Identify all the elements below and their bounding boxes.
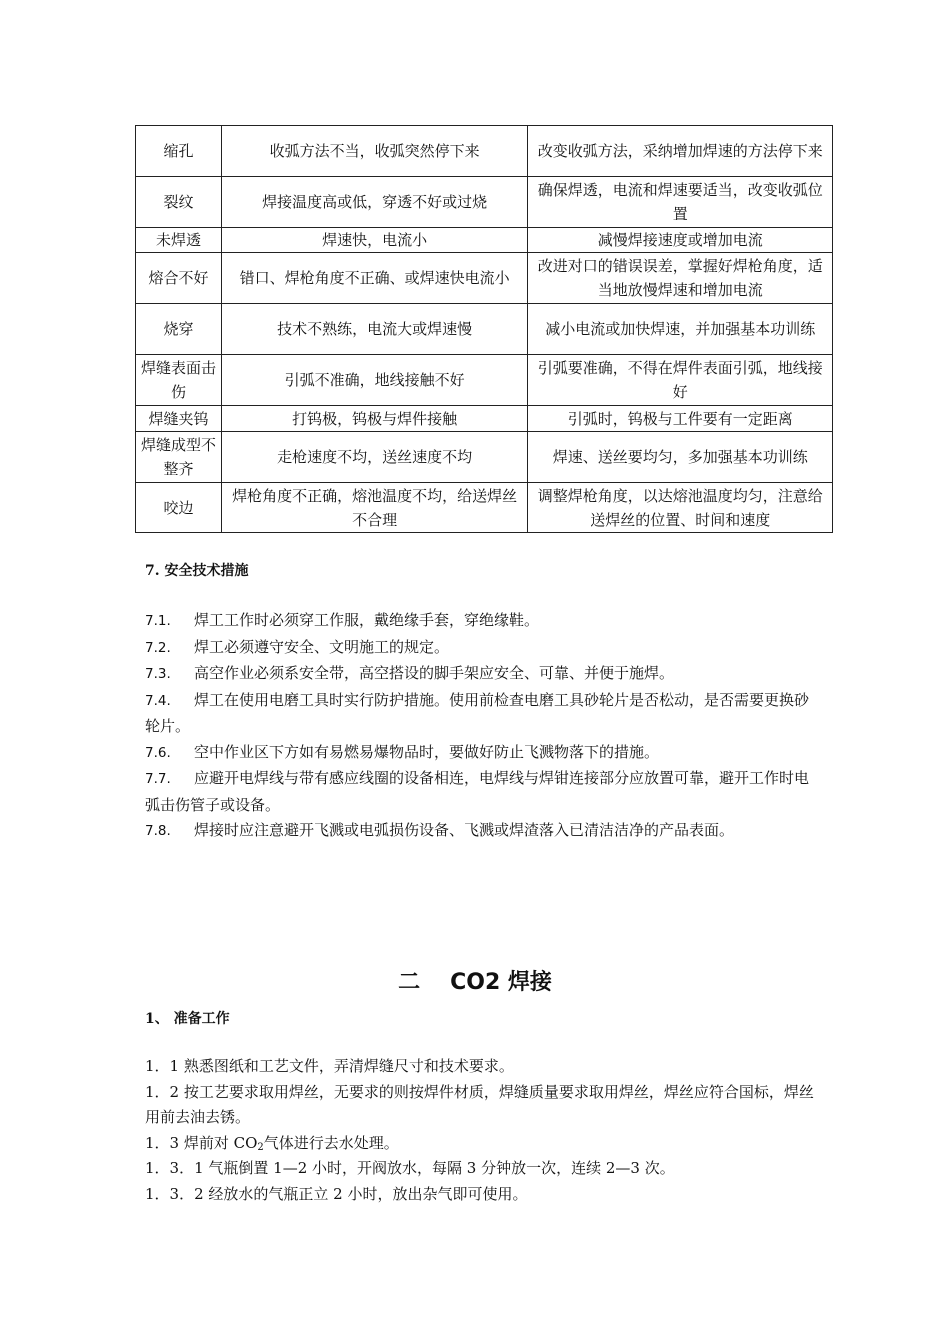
remedy-cell: 引弧要准确，不得在焊件表面引弧，地线接好 [528, 355, 833, 406]
item-text: 焊工必须遵守安全、文明施工的规定。 [194, 637, 450, 656]
remedy-cell: 减慢焊接速度或增加电流 [528, 228, 833, 253]
cause-cell: 打钨极，钨极与焊件接触 [221, 406, 528, 432]
list-item: 1．1 熟悉图纸和工艺文件，弄清焊缝尺寸和技术要求。 [145, 1057, 514, 1075]
defect-cell: 未焊透 [136, 228, 222, 253]
item-number: 7.6. [145, 744, 171, 761]
list-item: 1．2 按工艺要求取用焊丝，无要求的则按焊件材质，焊缝质量要求取用焊丝，焊丝应符合国标，焊丝用前去油去锈。 [145, 1082, 814, 1126]
cause-cell: 焊接温度高或低，穿透不好或过烧 [221, 177, 528, 228]
table-row [136, 228, 833, 253]
item-number: 7.1. [145, 613, 171, 629]
table-row [136, 253, 833, 304]
remedy-cell: 调整焊枪角度，以达熔池温度均匀，注意给送焊丝的位置、时间和速度 [528, 483, 833, 533]
item-number: 7.7. [145, 771, 171, 787]
item-text: 空中作业区下方如有易燃易爆物品时，要做好防止飞溅物落下的措施。 [194, 742, 660, 761]
item-text: 焊工在使用电磨工具时实行防护措施。使用前检查电磨工具砂轮片是否松动，是否需要更换砂轮片。 [145, 690, 810, 735]
item-number: 7.2. [145, 639, 171, 656]
remedy-cell: 确保焊透，电流和焊速要适当，改变收弧位置 [528, 177, 833, 228]
table-row [136, 177, 833, 228]
item-text: 1．3 焊前对 CO [145, 1133, 258, 1152]
chapter-title-text: CO2 焊接 [450, 970, 552, 995]
chapter-number: 二 [398, 969, 421, 995]
section-heading-safety: 7. 安全技术措施 [145, 563, 249, 579]
list-item: 1．3．1 气瓶倒置 1—2 小时，开阀放水，每隔 3 分钟放一次，连续 2—3 次。 [145, 1159, 675, 1177]
preparation-list [145, 1054, 815, 1207]
list-item [145, 740, 810, 767]
table-row [136, 406, 833, 432]
table-row [136, 126, 833, 177]
cause-cell: 收弧方法不当，收弧突然停下来 [221, 126, 528, 177]
defect-cell: 熔合不好 [136, 253, 222, 304]
remedy-cell: 焊速、送丝要均匀，多加强基本功训练 [528, 432, 833, 483]
defect-table [135, 125, 833, 533]
defect-table-body [136, 126, 833, 533]
list-item [145, 766, 810, 818]
item-text: 焊工工作时必须穿工作服，戴绝缘手套，穿绝缘鞋。 [194, 611, 540, 629]
list-item [145, 688, 810, 740]
list-item [145, 661, 810, 688]
item-number: 7.8. [145, 823, 171, 839]
table-row [136, 432, 833, 483]
defect-cell: 裂纹 [136, 177, 222, 228]
list-item: 1．3．2 经放水的气瓶正立 2 小时，放出杂气即可使用。 [145, 1184, 528, 1203]
cause-cell: 焊速快，电流小 [221, 228, 528, 253]
cause-cell: 错口、焊枪角度不正确、或焊速快电流小 [221, 253, 528, 304]
remedy-cell: 改变收弧方法，采纳增加焊速的方法停下来 [528, 126, 833, 177]
defect-cell: 咬边 [136, 483, 222, 533]
list-item [145, 1131, 815, 1157]
table-row [136, 483, 833, 533]
remedy-cell: 改进对口的错误误差，掌握好焊枪角度，适当地放慢焊速和增加电流 [528, 253, 833, 304]
item-number: 7.3. [145, 666, 171, 682]
defect-cell: 烧穿 [136, 304, 222, 355]
cause-cell: 走枪速度不均，送丝速度不均 [221, 432, 528, 483]
item-text: 气体进行去水处理。 [263, 1133, 399, 1152]
table-row [136, 304, 833, 355]
item-text: 应避开电焊线与带有感应线圈的设备相连，电焊线与焊钳连接部分应放置可靠，避开工作时电弧击伤管子或设备。 [145, 769, 810, 814]
cause-cell: 技术不熟练，电流大或焊速慢 [221, 304, 528, 355]
defect-cell: 缩孔 [136, 126, 222, 177]
remedy-cell: 减小电流或加快焊速，并加强基本功训练 [528, 304, 833, 355]
list-item [145, 635, 810, 662]
item-number: 7.4. [145, 692, 171, 709]
list-item [145, 608, 810, 635]
defect-cell: 焊缝成型不整齐 [136, 432, 222, 483]
chapter-title [0, 965, 950, 996]
section-heading-preparation: 1、 准备工作 [145, 1011, 230, 1027]
safety-measures-list [145, 608, 810, 845]
table-row [136, 355, 833, 406]
item-text: 焊接时应注意避开飞溅或电弧损伤设备、飞溅或焊渣落入已清洁洁净的产品表面。 [194, 821, 735, 839]
cause-cell: 引弧不准确，地线接触不好 [221, 355, 528, 406]
defect-cell: 焊缝夹钨 [136, 406, 222, 432]
list-item [145, 818, 810, 845]
cause-cell: 焊枪角度不正确，熔池温度不均，给送焊丝不合理 [221, 483, 528, 533]
subscript: 2 [257, 1141, 264, 1153]
item-text: 高空作业必须系安全带，高空搭设的脚手架应安全、可靠、并便于施焊。 [194, 664, 675, 682]
defect-cell: 焊缝表面击伤 [136, 355, 222, 406]
remedy-cell: 引弧时，钨极与工件要有一定距离 [528, 406, 833, 432]
